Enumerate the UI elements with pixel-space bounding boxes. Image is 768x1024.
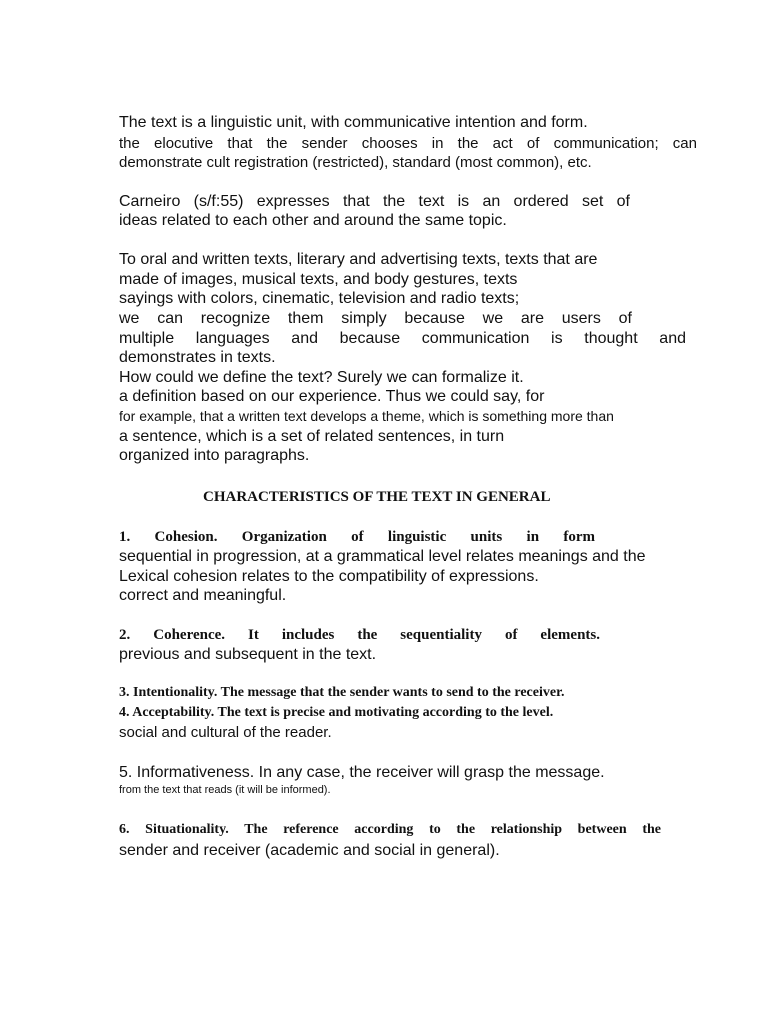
carneiro-line-2: ideas related to each other and around the same topic.	[119, 212, 507, 229]
coherence-line-2: previous and subsequent in the text.	[119, 646, 377, 663]
intro-line-2: the elocutive that the sender chooses in the act of communication; can	[119, 135, 697, 152]
oral-line-1: To oral and written texts, literary and advertising texts, texts that are	[119, 251, 598, 268]
carneiro-line-1: Carneiro (s/f:55) expresses that the text is an ordered set of	[119, 193, 630, 210]
oral-line-11: organized into paragraphs.	[119, 447, 310, 464]
oral-line-5: multiple languages and because communication is thought and	[119, 330, 686, 347]
informativeness-line-2: from the text that reads (it will be informed).	[119, 784, 331, 796]
cohesion-line-1: 1. Cohesion. Organization of linguistic units in form	[119, 529, 595, 545]
oral-line-6: demonstrates in texts.	[119, 349, 276, 366]
intentionality-line: 3. Intentionality. The message that the sender wants to send to the receiver.	[119, 685, 565, 700]
oral-line-3: sayings with colors, cinematic, television and radio texts;	[119, 290, 520, 307]
oral-line-10: a sentence, which is a set of related sentences, in turn	[119, 428, 505, 445]
intro-line-3: demonstrate cult registration (restricted), standard (most common), etc.	[119, 154, 592, 171]
cohesion-line-2: sequential in progression, at a grammatical level relates meanings and the	[119, 548, 646, 565]
coherence-line-1: 2. Coherence. It includes the sequentiality of elements.	[119, 627, 600, 643]
situationality-line-2: sender and receiver (academic and social in general).	[119, 842, 500, 859]
acceptability-line-2: social and cultural of the reader.	[119, 724, 332, 741]
section-heading: CHARACTERISTICS OF THE TEXT IN GENERAL	[203, 489, 551, 505]
oral-line-8: a definition based on our experience. Thus we could say, for	[119, 388, 545, 405]
oral-line-4: we can recognize them simply because we are users of	[119, 310, 632, 327]
oral-line-9: for example, that a written text develops a theme, which is something more than	[119, 408, 614, 424]
oral-line-7: How could we define the text? Surely we can formalize it.	[119, 369, 524, 386]
intro-line-1: The text is a linguistic unit, with communicative intention and form.	[119, 114, 588, 131]
oral-line-2: made of images, musical texts, and body gestures, texts	[119, 271, 518, 288]
cohesion-line-4: correct and meaningful.	[119, 587, 287, 604]
acceptability-line: 4. Acceptability. The text is precise and motivating according to the level.	[119, 705, 554, 720]
cohesion-line-3: Lexical cohesion relates to the compatibility of expressions.	[119, 568, 539, 585]
situationality-line-1: 6. Situationality. The reference according to the relationship between the	[119, 822, 661, 837]
informativeness-line-1: 5. Informativeness. In any case, the receiver will grasp the message.	[119, 764, 605, 781]
